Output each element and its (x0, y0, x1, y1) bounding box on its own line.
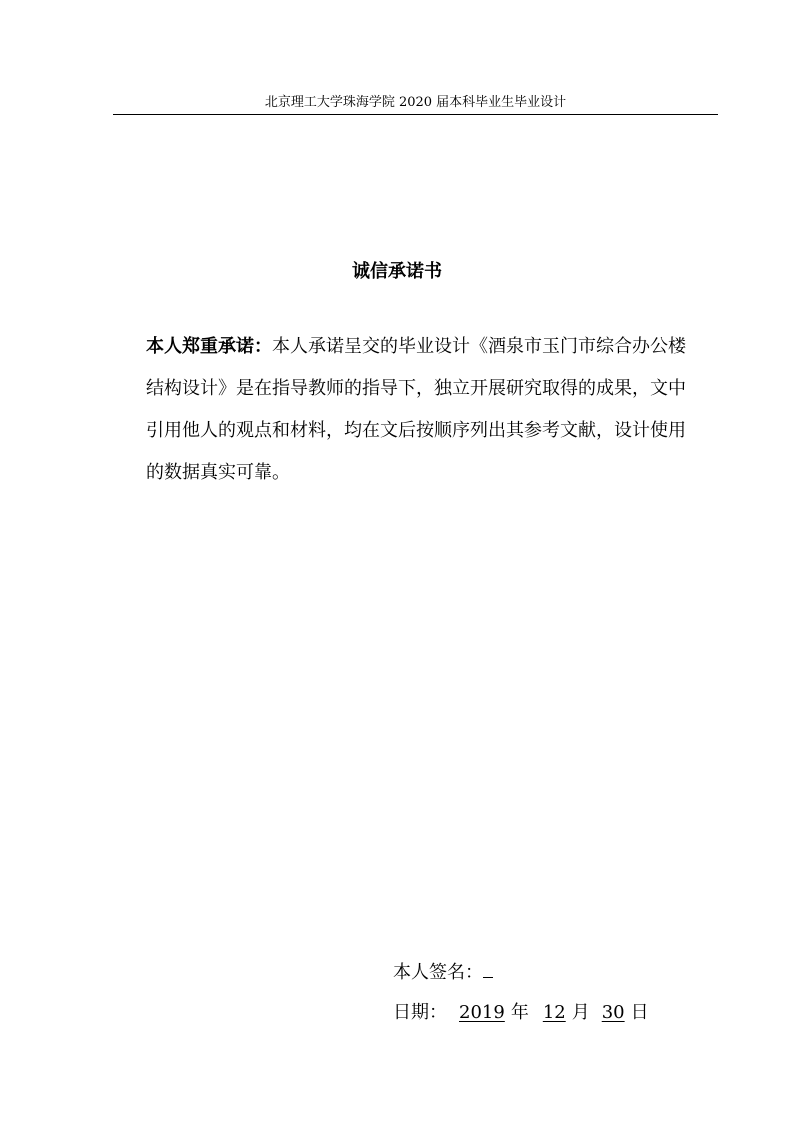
date-label: 日期： (393, 1002, 447, 1023)
date-day-unit: 日 (630, 1002, 649, 1023)
date-month-unit: 月 (571, 1002, 590, 1023)
date-day: 30 (601, 1002, 625, 1023)
date-line (393, 998, 655, 1028)
pledge-body: 本人承诺呈交的毕业设计《酒泉市玉门市综合办公楼结构设计》是在指导教师的指导下，独立开展研究取得的成果，文中引用他人的观点和材料，均在文后按顺序列出其参考文献，设计使用的数据真实可靠。 (146, 336, 686, 483)
header-text: 北京理工大学珠海学院 2020 届本科毕业生毕业设计 (264, 95, 567, 110)
pledge-paragraph (146, 326, 691, 494)
document-title: 诚信承诺书 (352, 261, 442, 282)
signature-label: 本人签名： (393, 962, 483, 983)
date-year-unit: 年 (510, 1002, 529, 1023)
date-year: 2019 (459, 1002, 505, 1023)
pledge-lead: 本人郑重承诺： (146, 336, 272, 357)
date-month: 12 (542, 1002, 566, 1023)
signature-line (393, 957, 493, 988)
page-header (113, 93, 718, 115)
signature-blank (483, 957, 493, 978)
